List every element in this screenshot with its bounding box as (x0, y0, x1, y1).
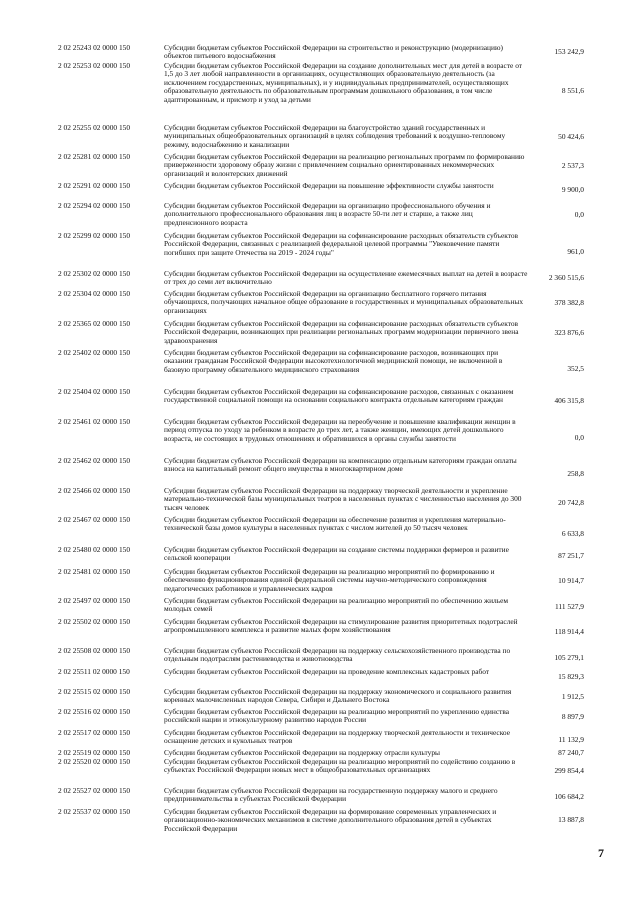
budget-code: 2 02 25517 02 0000 150 (58, 728, 131, 737)
budget-code: 2 02 25304 02 0000 150 (58, 289, 131, 298)
table-row (58, 618, 588, 643)
row-description: Субсидии бюджетам субъектов Российской Федерации на проведение комплексных кадастровых работ (164, 667, 490, 676)
page-number: 7 (598, 846, 604, 860)
budget-code: 2 02 25502 02 0000 150 (58, 617, 131, 626)
budget-code: 2 02 25508 02 0000 150 (58, 646, 131, 655)
budget-code: 2 02 25519 02 0000 150 (58, 748, 131, 757)
table-row (58, 758, 588, 783)
budget-code: 2 02 25511 02 0000 150 (58, 667, 130, 676)
row-amount: 406 315,8 (554, 396, 584, 405)
row-amount: 111 527,9 (554, 602, 584, 611)
row-description: Субсидии бюджетам субъектов Российской Федерации на компенсацию отдельным категориям граждан оплаты взноса на капитальный ремонт общего имущества в многоквартирном доме (164, 456, 517, 474)
row-amount: 961,0 (567, 247, 584, 256)
table-row (58, 388, 588, 413)
budget-code: 2 02 25294 02 0000 150 (58, 201, 131, 210)
row-amount: 50 424,6 (558, 132, 584, 141)
row-amount: 0,0 (574, 210, 584, 219)
row-amount: 106 684,2 (554, 792, 584, 801)
budget-code: 2 02 25527 02 0000 150 (58, 786, 131, 795)
row-amount: 118 914,4 (554, 627, 584, 636)
row-description: Субсидии бюджетам субъектов Российской Федерации на реализацию мероприятий по содействию созданию в субъектах Российской Федерации новых мест в общеобразовательных организациях (164, 757, 516, 775)
budget-code: 2 02 25365 02 0000 150 (58, 319, 131, 328)
table-row (58, 668, 588, 685)
row-amount: 153 242,9 (554, 47, 584, 56)
budget-code: 2 02 25520 02 0000 150 (58, 757, 131, 766)
table-row (58, 457, 588, 482)
row-amount: 11 132,9 (558, 735, 584, 744)
table-row (58, 487, 588, 512)
table-row (58, 349, 588, 383)
budget-code: 2 02 25281 02 0000 150 (58, 152, 131, 161)
row-amount: 1 912,5 (561, 692, 584, 701)
row-description: Субсидии бюджетам субъектов Российской Федерации на софинансирование расходов, связанных с оказанием государственной социальной помощи на основании социального контракта отдельным категориям граждан (164, 387, 514, 405)
table-row (58, 290, 588, 315)
row-description: Субсидии бюджетам субъектов Российской Федерации на благоустройство зданий государственных и муниципальных общеобразовательных организаций в целях соблюдения требований к воздушно-тепловому режиму, водоснабжению и канализации (164, 123, 506, 149)
budget-code: 2 02 25253 02 0000 150 (58, 61, 131, 70)
budget-code: 2 02 25462 02 0000 150 (58, 456, 131, 465)
budget-code: 2 02 25466 02 0000 150 (58, 486, 131, 495)
row-amount: 6 633,8 (561, 529, 584, 538)
table-row (58, 729, 588, 746)
table-row (58, 688, 588, 705)
budget-code: 2 02 25291 02 0000 150 (58, 181, 131, 190)
budget-code: 2 02 25461 02 0000 150 (58, 417, 131, 426)
row-amount: 9 900,0 (561, 185, 584, 194)
row-amount: 105 279,1 (554, 653, 584, 662)
table-row (58, 418, 588, 452)
row-amount: 258,8 (567, 469, 584, 478)
row-description: Субсидии бюджетам субъектов Российской Федерации на государственную поддержку малого и среднего предпринимательства в субъектах Российской Федерации (164, 786, 498, 804)
budget-code: 2 02 25515 02 0000 150 (58, 687, 131, 696)
table-row (58, 44, 588, 61)
row-description: Субсидии бюджетам субъектов Российской Федерации на стимулирование развития приоритетных подотраслей агропромышленного комплекса и развитие малых форм хозяйствования (164, 617, 518, 635)
table-row (58, 597, 588, 614)
row-amount: 20 742,8 (558, 498, 584, 507)
table-row (58, 182, 588, 199)
row-amount: 8 897,9 (561, 712, 584, 721)
row-amount: 15 829,3 (558, 672, 584, 681)
row-description: Субсидии бюджетам субъектов Российской Федерации на реализацию мероприятий по укреплению единства российской нации и этнокультурному развитию народов России (164, 707, 510, 725)
row-amount: 299 854,4 (554, 766, 584, 775)
budget-code: 2 02 25481 02 0000 150 (58, 567, 131, 576)
budget-code: 2 02 25516 02 0000 150 (58, 707, 131, 716)
row-description: Субсидии бюджетам субъектов Российской Федерации на реализацию мероприятий по формированию и обеспечению функционирования единой федеральной системы научно-методического сопровождения педагогических работников и управленческих кадров (164, 567, 495, 593)
row-description: Субсидии бюджетам субъектов Российской Федерации на создание системы поддержки фермеров и развитие сельской кооперации (164, 545, 509, 563)
table-row (58, 202, 588, 227)
row-description: Субсидии бюджетам субъектов Российской Федерации на организацию бесплатного горячего питания обучающихся, получающих начальное общее образование в государственных и муниципальных образовательных организациях (164, 289, 524, 315)
row-amount: 13 887,8 (558, 815, 584, 824)
budget-code: 2 02 25537 02 0000 150 (58, 807, 131, 816)
budget-code: 2 02 25497 02 0000 150 (58, 596, 131, 605)
row-description: Субсидии бюджетам субъектов Российской Федерации на софинансирование расходных обязательств субъектов Российской Федерации, возникающих при реализации региональных программ модернизации первичного звена здравоохранения (164, 319, 519, 345)
row-description: Субсидии бюджетам субъектов Российской Федерации на создание дополнительных мест для детей в возрасте от 1,5 до 3 лет любой направленности в организациях, осуществляющих образовательную деятельность (за исключением государственных, муниципальных), и у индивидуальных предпринимателей, осуществляющих образовательную деятельность по образовательным программам дошкольного образования, в том числе адаптированным, и присмотр и уход за детьми (164, 61, 523, 104)
table-row (58, 546, 588, 563)
row-description: Субсидии бюджетам субъектов Российской Федерации на обеспечение развития и укрепления материально-технической базы домов культуры в населенных пунктах с числом жителей до 50 тысяч человек (164, 515, 506, 533)
row-description: Субсидии бюджетам субъектов Российской Федерации на переобучение и повышение квалификации женщин в период отпуска по уходу за ребенком в возрасте до трех лет, а также женщин, имеющих детей дошкольного возраста, не состоящих в трудовых отношениях и обратившихся в органы службы занятости (164, 417, 516, 443)
row-description: Субсидии бюджетам субъектов Российской Федерации на реализацию мероприятий по обеспечению жильем молодых семей (164, 596, 509, 614)
row-amount: 87 251,7 (558, 551, 584, 560)
row-description: Субсидии бюджетам субъектов Российской Федерации на поддержку экономического и социального развития коренных малочисленных народов Севера, Сибири и Дальнего Востока (164, 687, 512, 705)
row-amount: 10 914,7 (558, 576, 584, 585)
budget-code: 2 02 25467 02 0000 150 (58, 515, 131, 524)
table-row (58, 124, 588, 149)
row-amount: 323 876,6 (554, 328, 584, 337)
budget-code: 2 02 25243 02 0000 150 (58, 43, 131, 52)
row-description: Субсидии бюджетам субъектов Российской Федерации на повышение эффективности службы занятости (164, 181, 494, 190)
row-description: Субсидии бюджетам субъектов Российской Федерации на софинансирование расходов, возникающих при оказании гражданам Российской Федерации высокотехнологичной медицинской помощи, не включенной в базовую программу обязательного медицинского страхования (164, 348, 503, 374)
row-amount: 0,0 (574, 433, 584, 442)
row-description: Субсидии бюджетам субъектов Российской Федерации на формирование современных управленческих и организационно-экономических механизмов в системе дополнительного образования детей в субъектах Российской Федерации (164, 807, 497, 833)
table-row (58, 153, 588, 178)
budget-code: 2 02 25402 02 0000 150 (58, 348, 131, 357)
table-row (58, 808, 588, 833)
table-row (58, 62, 588, 121)
table-row (58, 232, 588, 266)
table-row (58, 647, 588, 664)
table-row (58, 320, 588, 345)
table-row (58, 270, 588, 287)
row-amount: 378 382,8 (554, 298, 584, 307)
row-description: Субсидии бюджетам субъектов Российской Федерации на поддержку сельскохозяйственного производства по отдельным подотраслям растениеводства и животноводства (164, 646, 511, 664)
row-description: Субсидии бюджетам субъектов Российской Федерации на софинансирование расходных обязательств субъектов Российской Федерации, связанных с реализацией федеральной целевой программы "Увековечение памяти погибших при защите Отечества на 2019 - 2024 годы" (164, 231, 519, 257)
budget-code: 2 02 25480 02 0000 150 (58, 545, 131, 554)
table-row (58, 568, 588, 593)
row-description: Субсидии бюджетам субъектов Российской Федерации на поддержку отрасли культуры (164, 748, 441, 757)
row-description: Субсидии бюджетам субъектов Российской Федерации на поддержку творческой деятельности и техническое оснащение детских и кукольных театров (164, 728, 510, 746)
table-row (58, 708, 588, 725)
row-description: Субсидии бюджетам субъектов Российской Федерации на поддержку творческой деятельности и укрепление материально-технической базы муниципальных театров в населенных пунктах с численностью населения до 300 тысяч человек (164, 486, 522, 512)
row-amount: 2 537,3 (561, 161, 584, 170)
budget-code: 2 02 25302 02 0000 150 (58, 269, 131, 278)
budget-code: 2 02 25299 02 0000 150 (58, 231, 131, 240)
row-amount: 352,5 (567, 364, 584, 373)
budget-code: 2 02 25255 02 0000 150 (58, 123, 131, 132)
budget-code: 2 02 25404 02 0000 150 (58, 387, 131, 396)
row-description: Субсидии бюджетам субъектов Российской Федерации на реализацию региональных программ по формированию приверженности здоровому образу жизни с привлечением социально ориентированных некоммерческих организаций и волонтерских движений (164, 152, 525, 178)
row-description: Субсидии бюджетам субъектов Российской Федерации на строительство и реконструкцию (модернизацию) объектов питьевого водоснабжения (164, 43, 503, 61)
row-description: Субсидии бюджетам субъектов Российской Федерации на организацию профессионального обучения и дополнительного профессионального образования лиц в возрасте 50-ти лет и старше, а также лиц предпенсионного возраста (164, 201, 491, 227)
table-row (58, 516, 588, 541)
row-description: Субсидии бюджетам субъектов Российской Федерации на осуществление ежемесячных выплат на детей в возрасте от трех до семи лет включительно (164, 269, 528, 287)
table-row (58, 787, 588, 804)
row-amount: 2 360 515,6 (548, 273, 584, 282)
row-amount: 8 551,6 (561, 86, 584, 95)
row-amount: 87 240,7 (558, 748, 584, 757)
